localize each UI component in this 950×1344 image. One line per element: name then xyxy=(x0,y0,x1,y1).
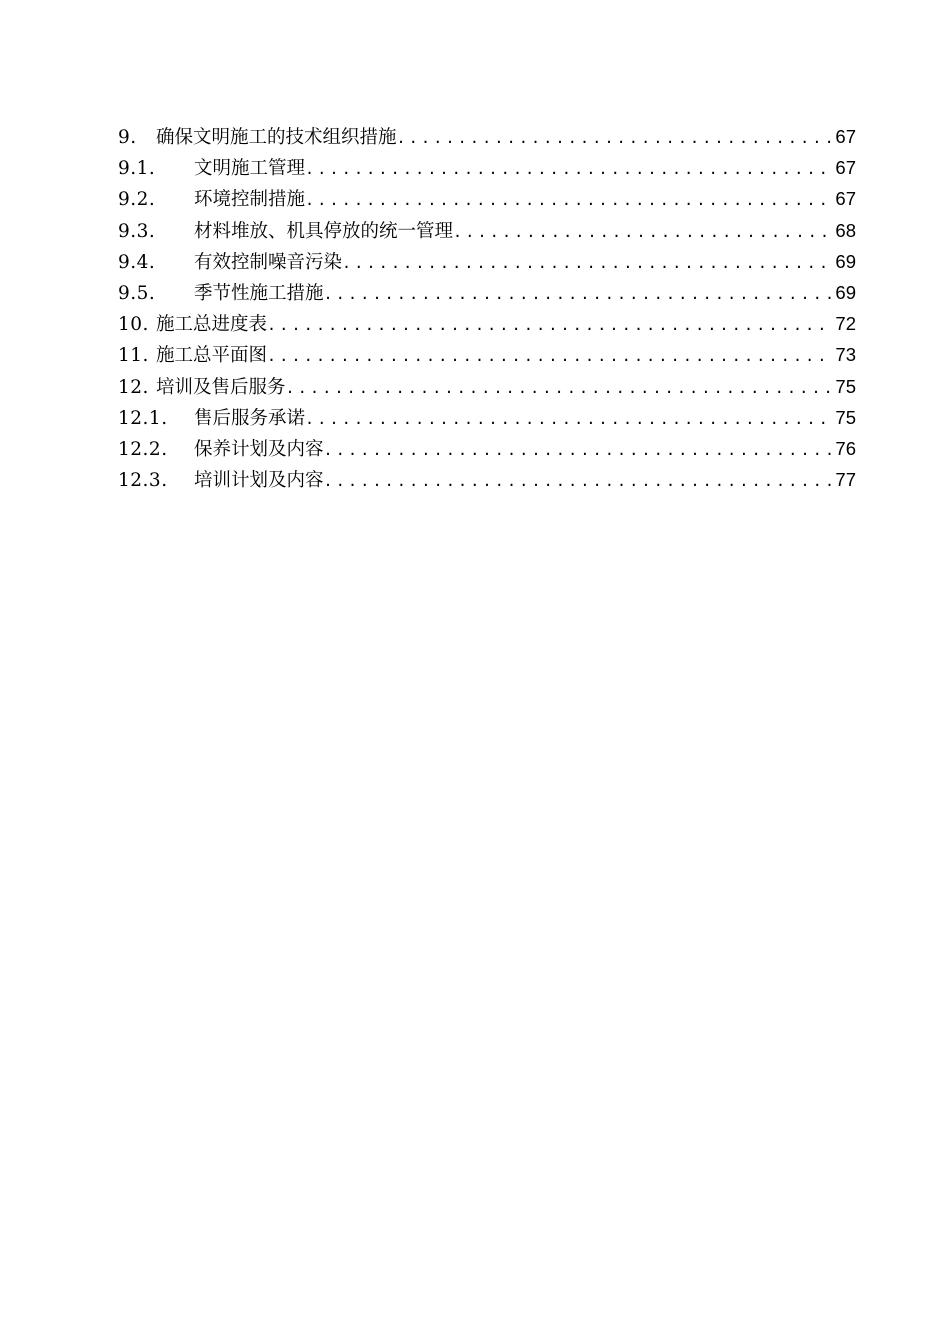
toc-title: 文明施工管理 xyxy=(194,158,306,180)
toc-entry-9-4[interactable] xyxy=(118,246,856,277)
toc-page-number: 72 xyxy=(835,313,856,335)
toc-page-number: 75 xyxy=(835,375,856,397)
toc-page-number: 75 xyxy=(835,406,856,428)
toc-leader-dots xyxy=(305,154,833,185)
toc-leader-dots xyxy=(305,185,833,216)
toc-title: 培训及售后服务 xyxy=(156,376,286,398)
toc-number: 12.2. xyxy=(118,438,168,460)
toc-leader-dots xyxy=(324,466,834,497)
toc-number: 9.1. xyxy=(118,158,156,180)
toc-page-number: 77 xyxy=(835,469,856,491)
toc-page-number: 69 xyxy=(835,250,856,272)
toc-entry-9-5[interactable] xyxy=(118,277,856,308)
toc-leader-dots xyxy=(324,435,834,466)
toc-entry-12-3[interactable] xyxy=(118,464,856,495)
toc-title: 材料堆放、机具停放的统一管理 xyxy=(194,220,454,242)
toc-leader-dots xyxy=(342,248,833,279)
toc-title: 售后服务承诺 xyxy=(194,407,306,429)
toc-leader-dots xyxy=(305,404,833,435)
toc-page-number: 69 xyxy=(835,281,856,303)
toc-number: 9.4. xyxy=(118,251,156,273)
toc-number: 12.3. xyxy=(118,470,168,492)
toc-page-number: 76 xyxy=(835,437,856,459)
toc-title: 确保文明施工的技术组织措施 xyxy=(156,127,397,148)
toc-title: 环境控制措施 xyxy=(194,189,306,211)
toc-entry-9[interactable] xyxy=(118,121,856,152)
toc-page-number: 73 xyxy=(835,344,856,366)
toc-leader-dots xyxy=(267,310,833,341)
toc-leader-dots xyxy=(286,373,834,404)
toc-number: 12.1. xyxy=(118,407,168,429)
toc-title: 季节性施工措施 xyxy=(194,282,324,304)
toc-entry-9-2[interactable] xyxy=(118,183,856,214)
toc-page-number: 67 xyxy=(835,126,856,147)
toc-page-number: 67 xyxy=(835,188,856,210)
toc-page-number: 68 xyxy=(835,219,856,241)
toc-leader-dots xyxy=(267,341,833,372)
toc-number: 12. xyxy=(118,376,149,398)
toc-title: 施工总进度表 xyxy=(156,314,268,336)
toc-leader-dots xyxy=(397,123,834,154)
table-of-contents xyxy=(118,121,856,495)
toc-entry-9-1[interactable] xyxy=(118,152,856,183)
toc-number: 10. xyxy=(118,314,149,336)
toc-number: 9. xyxy=(118,127,137,148)
toc-number: 11. xyxy=(118,345,149,367)
toc-leader-dots xyxy=(453,217,833,248)
toc-title: 施工总平面图 xyxy=(156,345,268,367)
toc-title: 培训计划及内容 xyxy=(194,470,324,492)
toc-title: 保养计划及内容 xyxy=(194,438,324,460)
toc-leader-dots xyxy=(324,279,834,310)
toc-number: 9.3. xyxy=(118,220,156,242)
toc-entry-9-3[interactable] xyxy=(118,215,856,246)
toc-entry-11[interactable] xyxy=(118,339,856,370)
toc-number: 9.2. xyxy=(118,189,156,211)
toc-entry-10[interactable] xyxy=(118,308,856,339)
toc-entry-12-1[interactable] xyxy=(118,402,856,433)
toc-entry-12[interactable] xyxy=(118,371,856,402)
toc-entry-12-2[interactable] xyxy=(118,433,856,464)
toc-title: 有效控制噪音污染 xyxy=(194,251,343,273)
toc-page-number: 67 xyxy=(835,157,856,179)
toc-number: 9.5. xyxy=(118,282,156,304)
